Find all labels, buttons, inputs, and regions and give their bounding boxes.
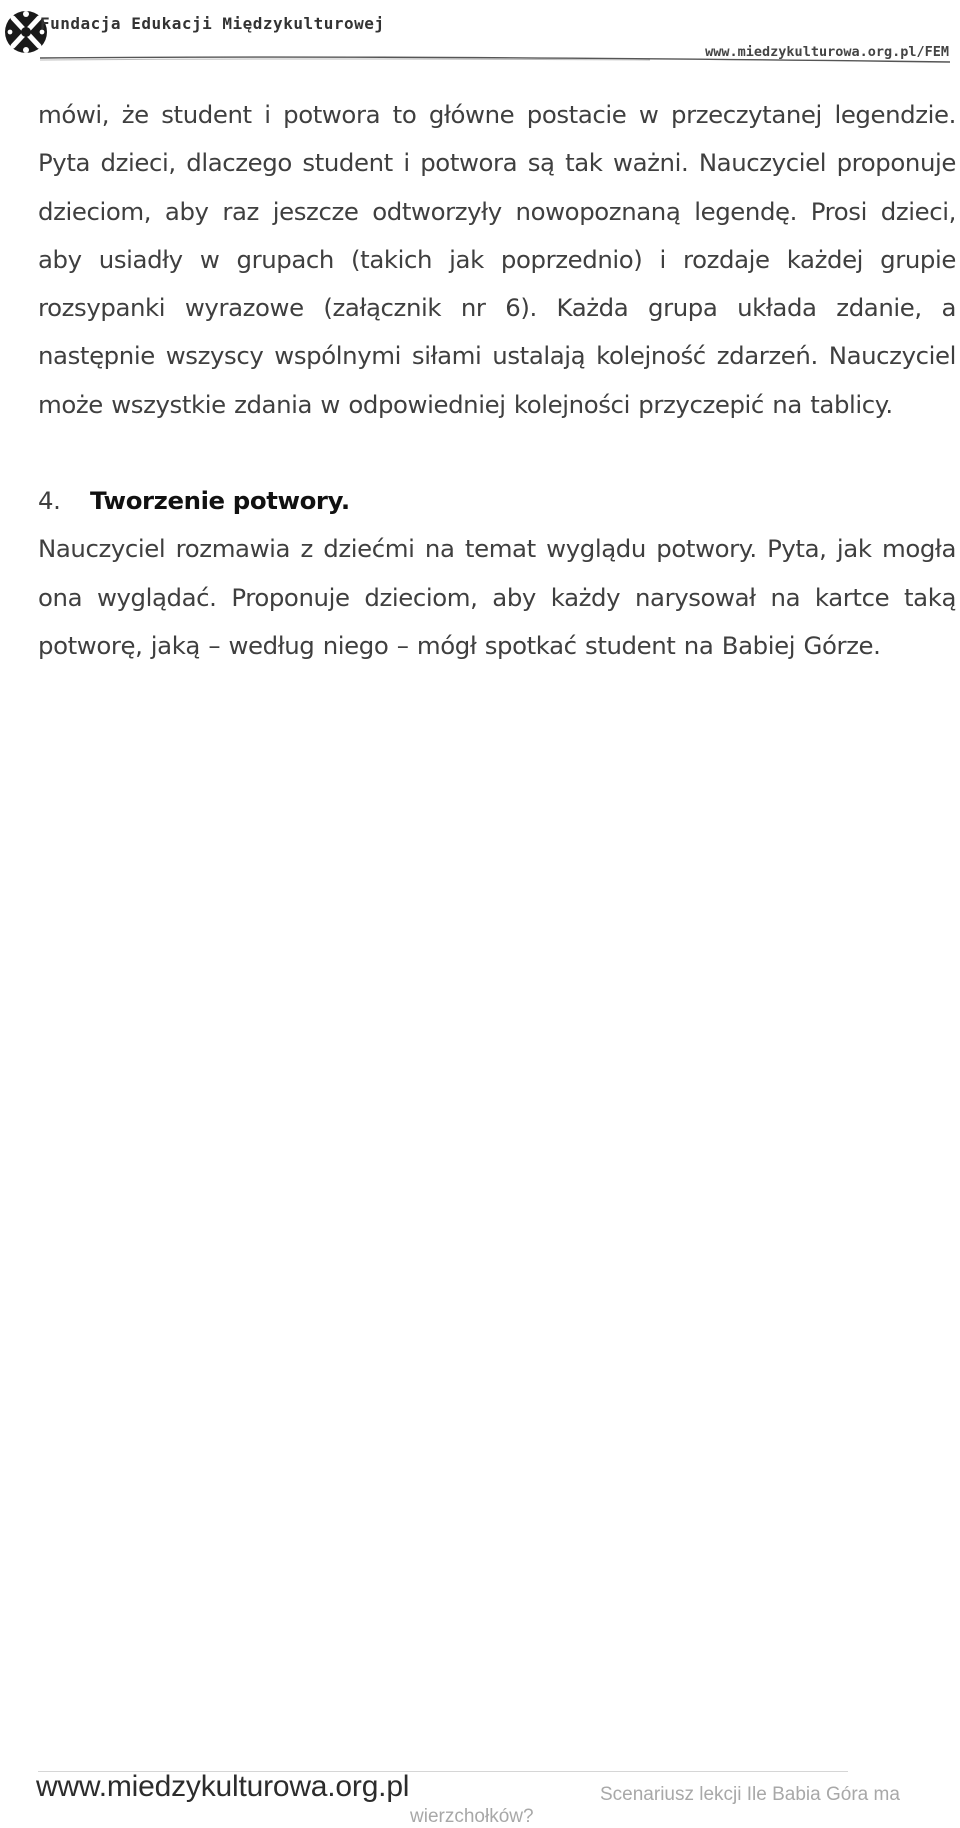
page-header bbox=[0, 0, 960, 70]
header-url[interactable]: www.miedzykulturowa.org.pl/FEM bbox=[705, 44, 949, 60]
document-body bbox=[38, 91, 956, 670]
organization-name: Fundacja Edukacji Międzykulturowej bbox=[40, 14, 385, 33]
section-heading bbox=[38, 477, 956, 525]
paragraph-legend-recap: mówi, że student i potwora to główne postacie w przeczytanej legendzie. Pyta dzieci, dlaczego student i potwora są tak ważni. Nauczyciel proponuje dzieciom, aby raz jeszcze odtworzyły nowopoznaną legendę. Prosi dzieci, aby usiadły w grupach (takich jak poprzednio) i rozdaje każdej grupie rozsypanki wyrazowe (załącznik nr 6). Każda grupa układa zdanie, a następnie wszyscy wspólnymi siłami ustalają kolejność zdarzeń. Nauczyciel może wszystkie zdania w odpowiedniej kolejności przyczepić na tablicy. bbox=[38, 100, 956, 419]
footer-url[interactable]: www.miedzykulturowa.org.pl bbox=[36, 1770, 410, 1803]
section-number: 4. bbox=[38, 486, 61, 516]
footer-scenario-title: Scenariusz lekcji Ile Babia Góra ma bbox=[600, 1784, 900, 1805]
section-title: Tworzenie potwory. bbox=[90, 486, 350, 516]
paragraph-monster-drawing: Nauczyciel rozmawia z dziećmi na temat wyglądu potwory. Pyta, jak mogła ona wyglądać. Proponuje dzieciom, aby każdy narysował na kartce taką potworę, jaką – według niego – mógł spotkać student na Babiej Górze. bbox=[38, 534, 956, 660]
footer-scenario-title-continued: wierzchołków? bbox=[410, 1806, 534, 1827]
